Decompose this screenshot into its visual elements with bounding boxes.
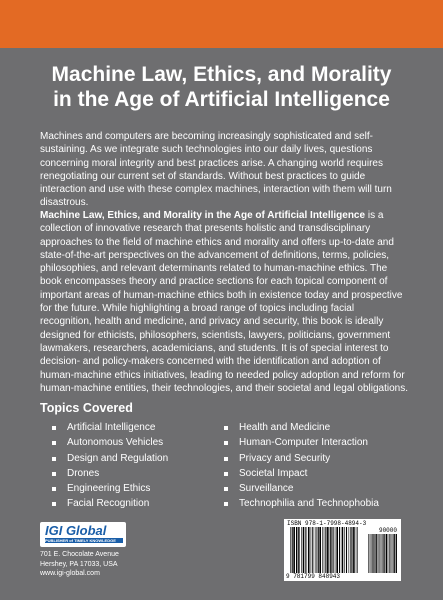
topics-heading: Topics Covered: [40, 401, 133, 415]
topics-list-left: [52, 420, 168, 512]
publisher-logo: [40, 522, 126, 547]
publisher-website: www.igi-global.com: [40, 570, 100, 577]
topics-list-right: [224, 420, 379, 512]
publisher-logo-text: IGI Global: [45, 523, 107, 538]
address-city: Hershey, PA 17033, USA: [40, 560, 118, 568]
topic-item: Human-Computer Interaction: [224, 435, 379, 450]
topic-item: Health and Medicine: [224, 420, 379, 435]
top-color-band: [0, 0, 443, 48]
description-paragraph-2-text: is a collection of innovative research that presents holistic and transdisciplinary approaches to the field of machine ethics and morality and offers up-to-date and state-of-the-art perspectives on the advancement of definitions, terms, policies, philosophies, and relevant determinants related to human-machine ethics. The book encompasses theory and practice sections for each topical component of important areas of human-machine ethics both in existence today and prospective for the future. While highlighting a broad range of topics including facial recognition, health and medicine, and privacy and security, this book is ideally designed for ethicists, philosophers, scientists, lawyers, politicians, government lawmakers, researchers, academicians, and students. It is of special interest to decision- and policy-makers concerned with the identification and adoption of human-machine ethics initiatives, leading to needed policy adoption and reform for human-machine entities, their technologies, and their societal and legal obligations.: [40, 210, 409, 394]
description-paragraph-1: Machines and computers are becoming increasingly sophisticated and self-sustaining. As we integrate such technologies into our daily lives, questions concerning moral integrity and best practices arise. A changing world requires renegotiating our current set of standards. Without best practices to guide interaction and use with these complex machines, interaction with them will turn disastrous.: [40, 131, 392, 209]
isbn-number: ISBN 978-1-7998-4894-3: [287, 520, 367, 527]
topic-item: Facial Recognition: [52, 496, 168, 511]
barcode-main-bars: [290, 527, 360, 573]
description-paragraph-2: [40, 209, 408, 395]
topic-item: Societal Impact: [224, 466, 379, 481]
barcode-addon-bars: [368, 534, 397, 573]
publisher-logo-tagline: PUBLISHER of TIMELY KNOWLEDGE: [45, 538, 123, 543]
publisher-logo-mark: [40, 522, 126, 547]
topic-item: Artificial Intelligence: [52, 420, 168, 435]
topic-item: Design and Regulation: [52, 451, 168, 466]
publisher-address: [40, 550, 119, 579]
isbn-barcode: [284, 519, 401, 581]
price-code: 90000: [378, 527, 397, 534]
topic-item: Engineering Ethics: [52, 481, 168, 496]
book-title-line2: in the Age of Artificial Intelligence: [53, 88, 390, 111]
book-title: [40, 62, 403, 112]
topic-item: Technophilia and Technophobia: [224, 496, 379, 511]
topic-item: Surveillance: [224, 481, 379, 496]
topic-item: Privacy and Security: [224, 451, 379, 466]
topic-item: Drones: [52, 466, 168, 481]
description-book-title: Machine Law, Ethics, and Morality in the Age of Artificial Intelligence: [40, 210, 366, 221]
topic-item: Autonomous Vehicles: [52, 435, 168, 450]
address-street: 701 E. Chocolate Avenue: [40, 551, 119, 558]
book-title-line1: Machine Law, Ethics, and Morality: [51, 63, 392, 86]
barcode-digits: 9 781799 848943: [286, 573, 341, 580]
